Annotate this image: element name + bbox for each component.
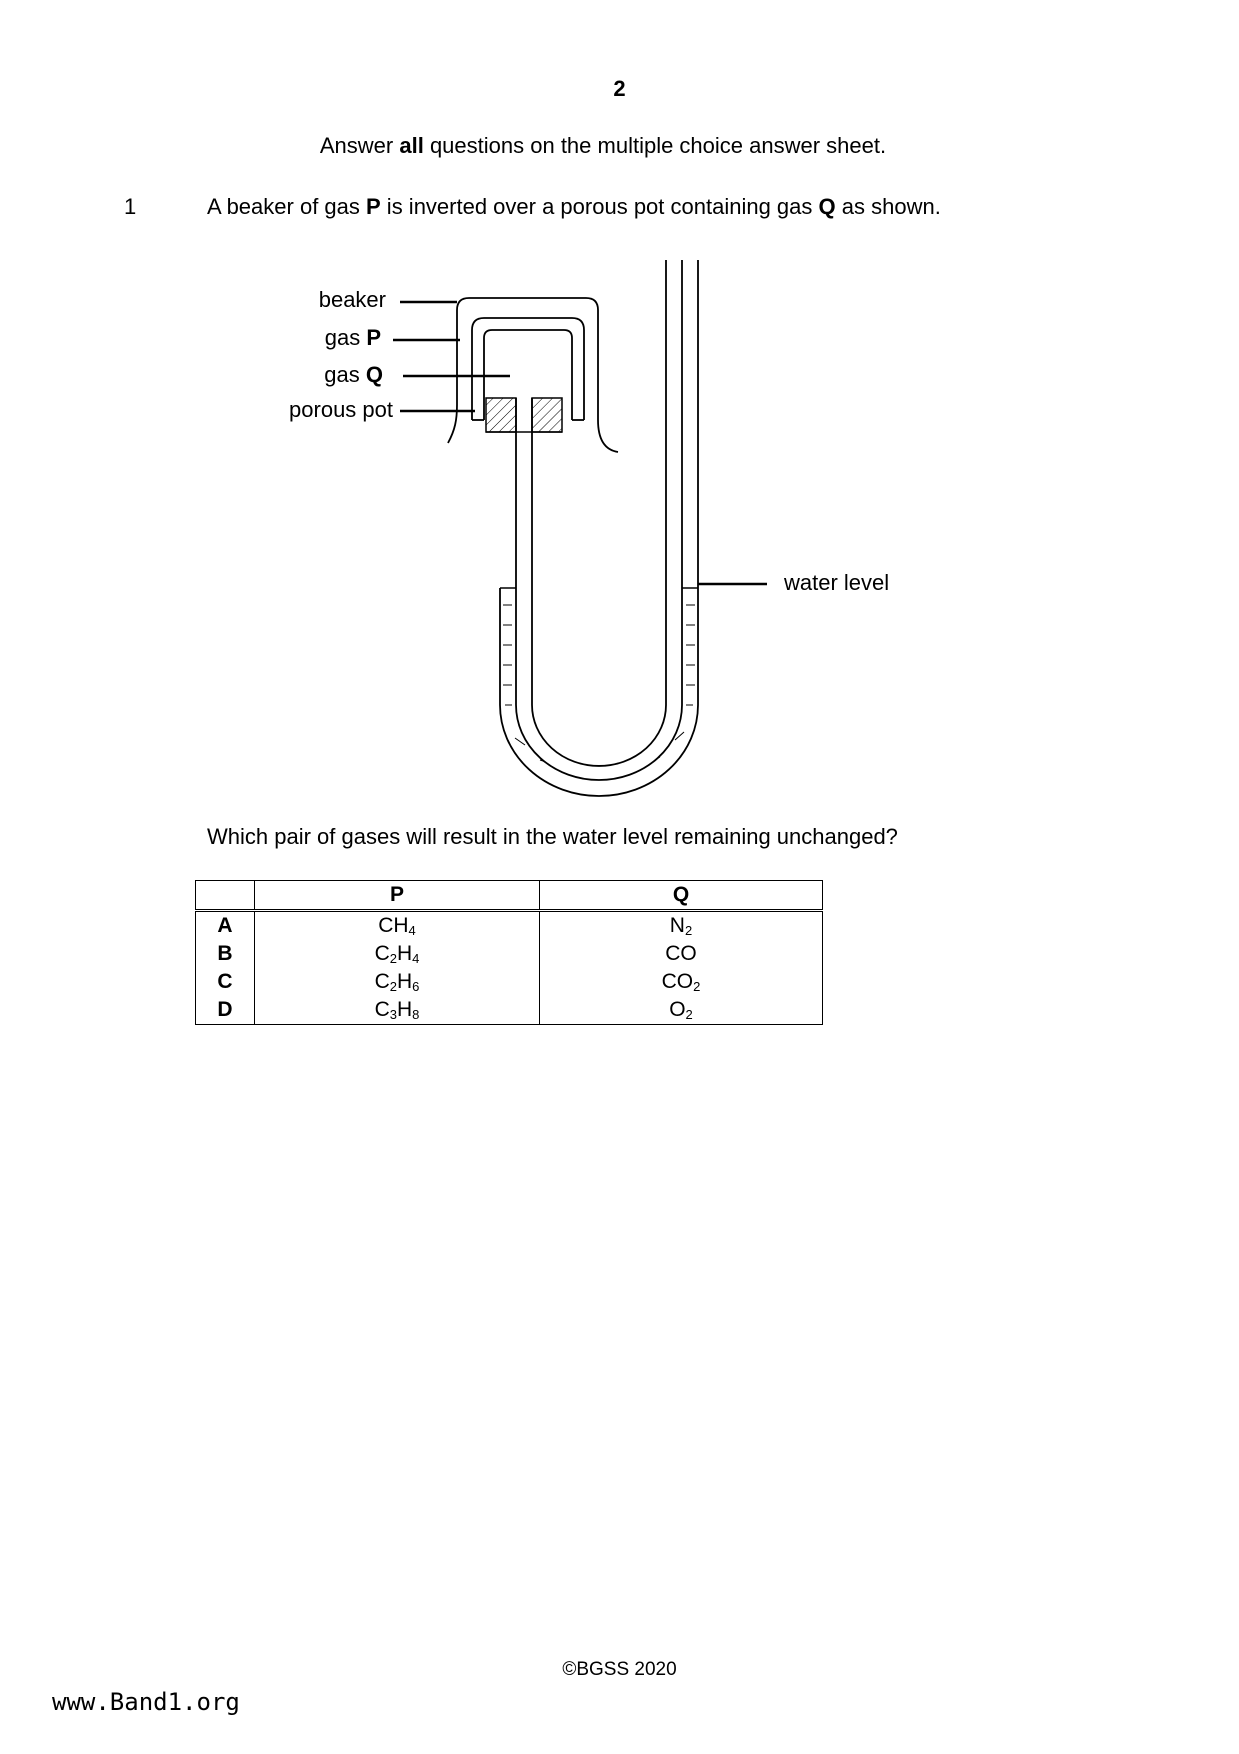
apparatus-diagram [0, 0, 1239, 800]
header-option [196, 881, 255, 911]
header-q: Q [540, 881, 823, 911]
gas-p-cell: $C_3H_8$ [255, 996, 540, 1025]
table-header-row [196, 881, 823, 911]
porous-pot-label: porous pot [289, 397, 393, 422]
gas-q-label: gas Q [324, 362, 383, 387]
question-number: 1 [124, 194, 137, 219]
option-label: A [196, 911, 255, 941]
instruction: Answer all questions on the multiple choice answer sheet. [319, 133, 887, 158]
option-label: D [196, 996, 255, 1025]
u-tube-outer [516, 260, 682, 780]
u-tube-inner [532, 260, 666, 766]
option-label: C [196, 968, 255, 996]
stopper-left [486, 398, 516, 432]
option-label: B [196, 940, 255, 968]
beaker-label: beaker [318, 287, 386, 312]
table-row [196, 940, 823, 968]
question-prompt: Which pair of gases will result in the water level remaining unchanged? [207, 824, 898, 849]
website-url: www.Band1.org [52, 1688, 240, 1716]
page-number: 2 [613, 76, 626, 101]
question-text: A beaker of gas P is inverted over a porous pot containing gas Q as shown. [207, 194, 941, 219]
table-row [196, 968, 823, 996]
stopper-right [532, 398, 562, 432]
header-p: P [255, 881, 540, 911]
gas-p-cell: $CH_4$ [255, 911, 540, 941]
gas-p-label: gas P [324, 325, 381, 350]
gas-q-cell: $N_2$ [540, 911, 823, 941]
gas-p-cell: $C_2H_4$ [255, 940, 540, 968]
copyright-footer: ©BGSS 2020 [562, 1659, 677, 1680]
table-row [196, 911, 823, 941]
table-row [196, 996, 823, 1025]
gas-q-cell: CO [540, 940, 823, 968]
gas-p-cell: $C_2H_6$ [255, 968, 540, 996]
gas-q-cell: $CO_2$ [540, 968, 823, 996]
water-level-label: water level [784, 570, 890, 595]
gas-q-cell: $O_2$ [540, 996, 823, 1025]
answer-table [195, 880, 823, 1025]
